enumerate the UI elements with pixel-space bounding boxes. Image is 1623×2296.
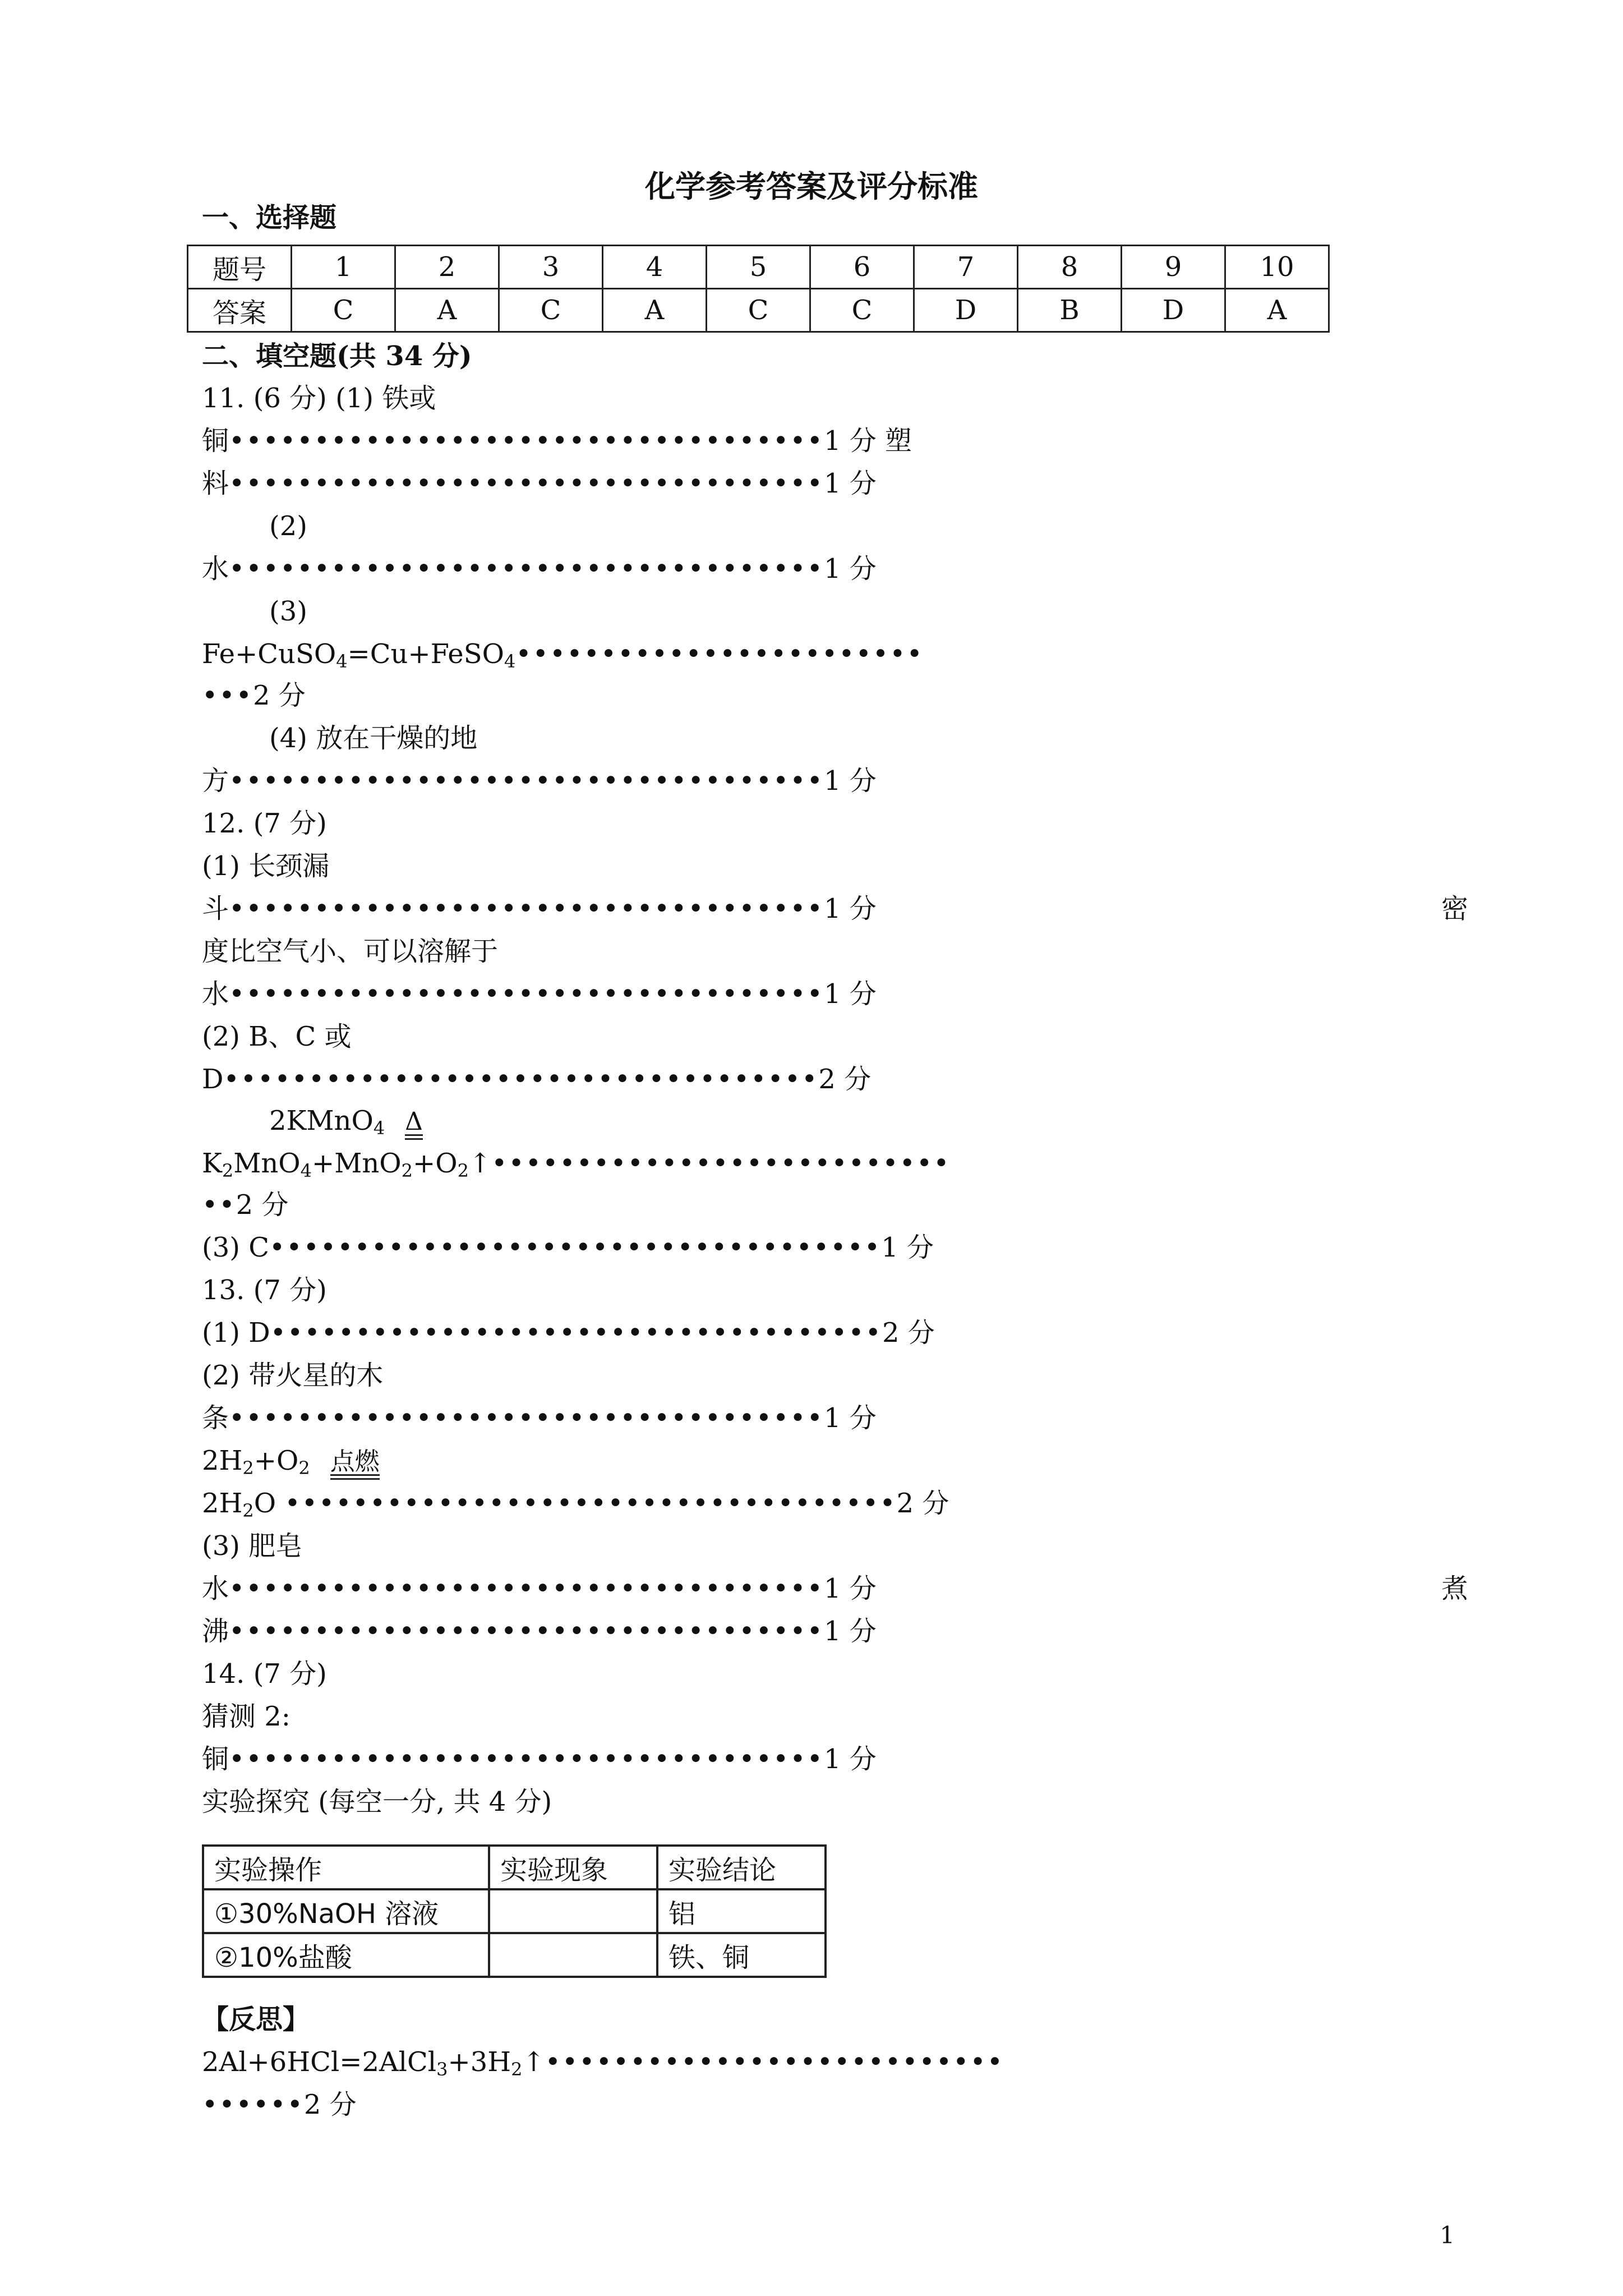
q14-guess-label: 猜测 2:	[202, 1701, 291, 1732]
leader-dots: ••••••	[202, 2089, 304, 2120]
section-fill-heading	[202, 339, 472, 373]
question-number: 10	[1225, 246, 1329, 289]
q12-continuation: 密	[1441, 893, 1469, 924]
q11-part: (2)	[269, 510, 307, 542]
table-row	[203, 1889, 826, 1933]
equation-reactant: $2H_2+O_2$	[202, 1445, 310, 1479]
section-fill-heading-text: 二、填空题(共 34 分)	[202, 341, 472, 372]
score-text: 1 分	[823, 893, 877, 924]
q12-line	[202, 1231, 934, 1264]
score-text: 1 分	[823, 1573, 877, 1604]
answer-cell: A	[1225, 289, 1329, 332]
table-cell	[489, 1889, 657, 1933]
q11-line	[202, 679, 306, 712]
answer-cell: C	[707, 289, 810, 332]
q12-part: (1) 长颈漏	[202, 850, 330, 882]
answer-cell: A	[603, 289, 707, 332]
q13-line	[202, 1401, 877, 1435]
q13-part: (2) 带火星的木	[202, 1360, 384, 1391]
heat-condition	[405, 1105, 423, 1140]
table-row	[203, 1933, 826, 1977]
column-header: 实验操作	[203, 1846, 489, 1889]
leader-dots: •••••••••••••••••••••••••••••••••••	[229, 765, 824, 797]
q14-line	[202, 2088, 357, 2122]
answer-cell: A	[395, 289, 499, 332]
leader-dots: •••••••••••••••••••••••••••••••••••	[229, 468, 824, 499]
ignite-condition	[330, 1445, 380, 1480]
answer-text: (1) D	[202, 1317, 270, 1349]
column-header: 实验结论	[657, 1846, 826, 1889]
q13-part: (3) 肥皂	[202, 1530, 303, 1562]
answer-cell: C	[810, 289, 914, 332]
leader-dots: •••••••••••••••••••••••••••••••••••	[223, 1064, 819, 1095]
answer-text: 方	[202, 765, 229, 797]
q14-equation-line	[202, 2045, 1004, 2079]
answer-text: 铜	[202, 1743, 229, 1775]
question-number: 4	[603, 246, 707, 289]
q12-line: 度比空气小、可以溶解于	[202, 936, 499, 967]
table-cell: 铁、铜	[657, 1933, 826, 1977]
q14-explore-label: 实验探究 (每空一分, 共 4 分)	[202, 1786, 552, 1818]
answer-text: 料	[202, 468, 229, 499]
q12-reactant-line	[269, 1104, 423, 1140]
equation-products: $K_2MnO_4+MnO_2+O_2↑$	[202, 1148, 492, 1181]
score-text: 2 分	[818, 1064, 872, 1095]
score-text: 1 分	[823, 553, 877, 585]
answer-text: 水	[202, 1573, 229, 1604]
leader-dots: •••••••••••••••••••••••••••••••••••	[229, 978, 824, 1010]
q12-line	[202, 1188, 288, 1222]
answer-cell: D	[914, 289, 1018, 332]
score-text: 2 分	[303, 2089, 357, 2120]
leader-dots: •••••••••••••••••••••••••••••••••••	[229, 1616, 824, 1647]
question-number: 8	[1018, 246, 1122, 289]
answer-cell: D	[1122, 289, 1225, 332]
table-row	[188, 289, 1329, 332]
leader-dots: •••••••••••••••••••••••••••	[491, 1148, 951, 1179]
q12-line	[202, 1062, 871, 1096]
q11-line	[202, 467, 877, 500]
q13-line	[202, 1614, 877, 1648]
row-label-question-number: 题号	[188, 246, 292, 289]
question-number: 9	[1122, 246, 1225, 289]
leader-dots: •••••••••••••••••••••••••••••••••••	[229, 893, 824, 924]
q12-part: (2) B、C 或	[202, 1021, 352, 1052]
question-number: 1	[292, 246, 395, 289]
delta-symbol: Δ	[405, 1107, 423, 1136]
column-header: 实验现象	[489, 1846, 657, 1889]
q11-line	[202, 552, 877, 586]
question-number: 7	[914, 246, 1018, 289]
score-text: 1 分	[823, 1616, 877, 1647]
leader-dots: •••••••••••••••••••••••••••••••••••	[229, 553, 824, 585]
answer-cell: C	[292, 289, 395, 332]
leader-dots: ••••••••••••••••••••••••	[515, 638, 924, 670]
leader-dots: •••	[202, 680, 253, 711]
score-text: 2 分	[882, 1317, 935, 1349]
answer-text: D	[202, 1064, 224, 1095]
experiment-table	[202, 1844, 827, 1978]
question-number: 6	[810, 246, 914, 289]
q12-heading: 12. (7 分)	[202, 808, 327, 839]
row-label-answer: 答案	[188, 289, 292, 332]
question-number: 3	[499, 246, 603, 289]
equation: Fe+CuSO$_4$=Cu+FeSO$_4$	[202, 638, 516, 672]
q14-line	[202, 1742, 877, 1776]
score-text: 2 分	[252, 680, 306, 711]
score-text: 1 分	[823, 765, 877, 797]
q13-reactant-line	[202, 1444, 380, 1480]
section-choice-heading: 一、选择题	[202, 202, 337, 233]
equation: $2Al+6HCl=2AlCl_3+3H_2↑$	[202, 2046, 545, 2080]
answer-text: 条	[202, 1402, 229, 1434]
table-header-row	[203, 1846, 826, 1889]
q13-continuation: 煮	[1441, 1573, 1469, 1604]
leader-dots: ••••••••••••••••••••••••••••••••••••	[269, 1232, 882, 1263]
score-text: 2 分	[236, 1189, 289, 1221]
page-number: 1	[1440, 2221, 1455, 2249]
answer-text: (3) C	[202, 1232, 269, 1263]
table-cell: 铝	[657, 1889, 826, 1933]
q11-part: (3)	[269, 596, 307, 627]
q13-line	[202, 1487, 949, 1520]
answer-text: 沸	[202, 1616, 229, 1647]
answer-cell: C	[499, 289, 603, 332]
ignite-text: 点燃	[330, 1447, 380, 1476]
q12-line	[202, 892, 877, 926]
q11-part: (4) 放在干燥的地	[269, 723, 478, 754]
question-number: 2	[395, 246, 499, 289]
table-cell	[489, 1933, 657, 1977]
table-row	[188, 246, 1329, 289]
q12-equation-line	[202, 1147, 951, 1180]
equation-reactant: 2KMnO$_4$	[269, 1105, 385, 1139]
answer-text: 水	[202, 553, 229, 585]
score-text: 1 分	[823, 1743, 877, 1775]
q11-equation-line	[202, 637, 924, 671]
q12-line	[202, 977, 877, 1011]
q11-heading: 11. (6 分) (1) 铁或	[202, 383, 436, 414]
q11-line	[202, 424, 912, 458]
score-text: 1 分	[823, 1402, 877, 1434]
score-text: 1 分	[881, 1232, 934, 1263]
page-title: 化学参考答案及评分标准	[645, 168, 978, 204]
q11-line	[202, 764, 877, 798]
leader-dots: ••	[202, 1189, 236, 1221]
leader-dots: ••••••••••••••••••••••••••••••••••••	[270, 1317, 882, 1349]
leader-dots: •••••••••••••••••••••••••••••••••••	[229, 1743, 824, 1775]
reflection-heading: 【反思】	[202, 2004, 310, 2035]
q13-line	[202, 1572, 877, 1605]
leader-dots: •••••••••••••••••••••••••••	[545, 2046, 1004, 2078]
score-text: 1 分 塑	[823, 425, 912, 457]
question-number: 5	[707, 246, 810, 289]
table-cell: ①30%NaOH 溶液	[203, 1889, 489, 1933]
leader-dots: •••••••••••••••••••••••••••••••••••	[229, 1402, 824, 1434]
score-text: 1 分	[823, 978, 877, 1010]
leader-dots: •••••••••••••••••••••••••••••••••••	[229, 425, 824, 457]
choice-answer-table	[187, 245, 1330, 333]
leader-dots: ••••••••••••••••••••••••••••••••••••	[284, 1488, 897, 1519]
q13-line	[202, 1316, 935, 1350]
score-text: 2 分	[896, 1488, 949, 1519]
answer-text: 铜	[202, 425, 229, 457]
equation-products: $2H_2O$	[202, 1488, 285, 1521]
answer-text: 水	[202, 978, 229, 1010]
q14-heading: 14. (7 分)	[202, 1658, 327, 1690]
score-text: 1 分	[823, 468, 877, 499]
answer-cell: B	[1018, 289, 1122, 332]
leader-dots: •••••••••••••••••••••••••••••••••••	[229, 1573, 824, 1604]
answer-text: 斗	[202, 893, 229, 924]
q13-heading: 13. (7 分)	[202, 1274, 327, 1306]
table-cell: ②10%盐酸	[203, 1933, 489, 1977]
